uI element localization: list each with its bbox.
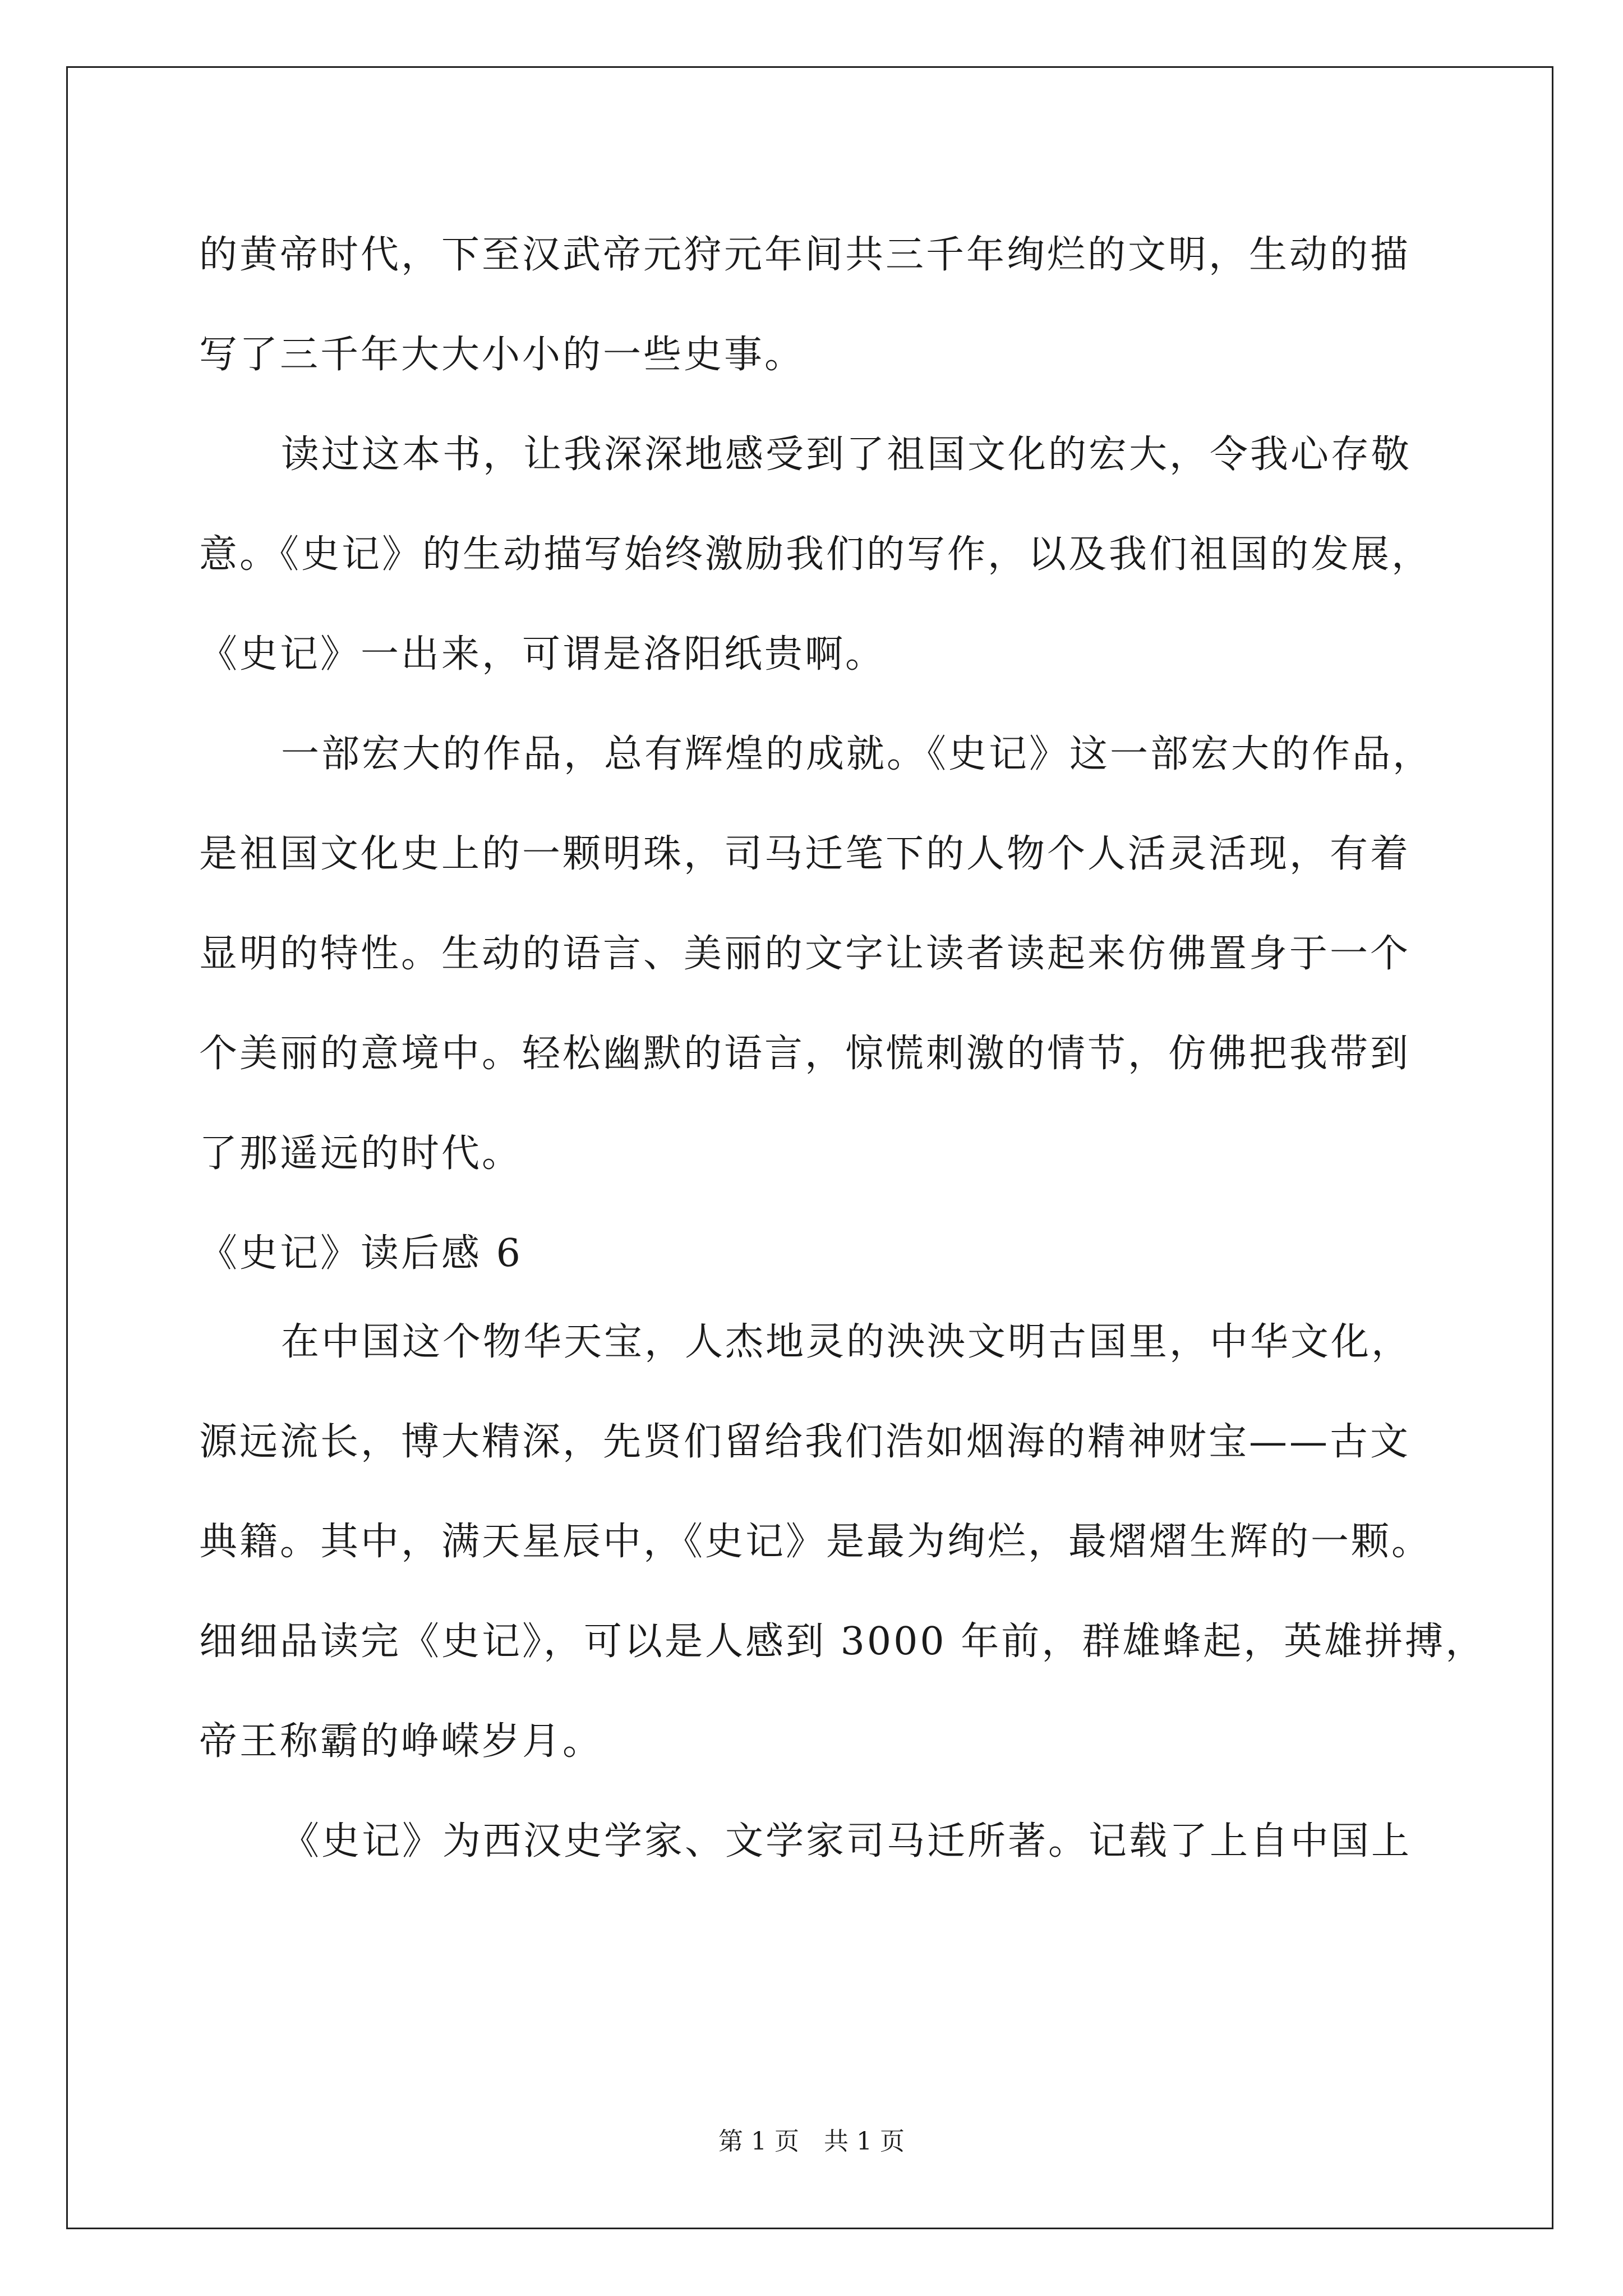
text-line: 了那遥远的时代。 [199,1131,523,1176]
section-heading: 《史记》读后感 6 [199,1231,523,1276]
text-line: 帝王称霸的峥嵘岁月。 [199,1719,603,1764]
text-line: 细细品读完《史记》，可以是人感到 3000 年前，群雄蜂起，英雄拼搏， [199,1619,1486,1664]
text-line: 源远流长，博大精深，先贤们留给我们浩如烟海的精神财宝——古文 [199,1420,1411,1464]
paragraph-start-line: 在中国这个物华天宝，人杰地灵的泱泱文明古国里，中华文化， [281,1320,1412,1364]
paragraph-start-line: 读过这本书，让我深深地感受到了祖国文化的宏大，令我心存敬 [281,432,1412,477]
page-number-footer: 第 1 页 共 1 页 [718,2127,905,2156]
text-line: 《史记》一出来，可谓是洛阳纸贵啊。 [199,632,886,677]
paragraph-start-line: 一部宏大的作品，总有辉煌的成就。《史记》这一部宏大的作品， [281,732,1433,776]
text-line: 写了三千年大大小小的一些史事。 [199,333,805,377]
text-line: 个美丽的意境中。轻松幽默的语言，惊慌刺激的情节，仿佛把我带到 [199,1032,1411,1076]
text-line: 典籍。其中，满天星辰中，《史记》是最为绚烂，最熠熠生辉的一颗。 [199,1520,1432,1564]
text-line: 的黄帝时代，下至汉武帝元狩元年间共三千年绚烂的文明，生动的描 [199,233,1411,277]
text-line: 是祖国文化史上的一颗明珠，司马迁笔下的人物个人活灵活现，有着 [199,832,1411,876]
paragraph-start-line: 《史记》为西汉史学家、文学家司马迁所著。记载了上自中国上 [281,1819,1412,1864]
text-line: 显明的特性。生动的语言、美丽的文字让读者读起来仿佛置身于一个 [199,932,1411,976]
document-body [199,210,1486,1897]
text-line: 意。《史记》的生动描写始终激励我们的写作，以及我们祖国的发展， [199,532,1432,577]
